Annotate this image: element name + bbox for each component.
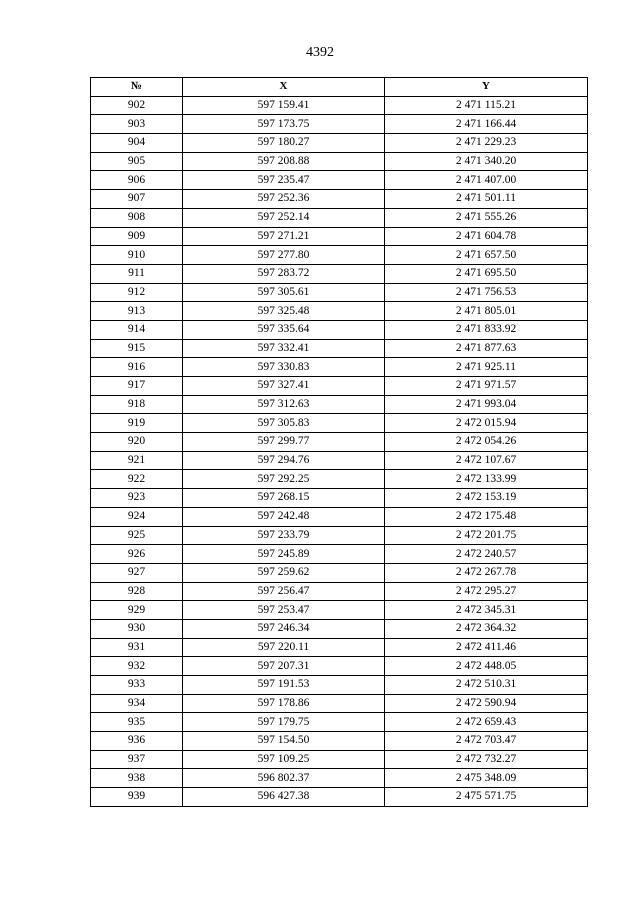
- cell-x: 597 332.41: [183, 339, 385, 358]
- cell-number: 912: [91, 283, 183, 302]
- cell-number: 926: [91, 545, 183, 564]
- cell-y: 2 471 115.21: [385, 96, 588, 115]
- cell-y: 2 475 571.75: [385, 788, 588, 807]
- cell-x: 597 271.21: [183, 227, 385, 246]
- table-row: [91, 358, 588, 377]
- table-row: [91, 208, 588, 227]
- table-row: [91, 451, 588, 470]
- table-row: [91, 750, 588, 769]
- table-row: [91, 339, 588, 358]
- cell-y: 2 472 267.78: [385, 563, 588, 582]
- cell-y: 2 471 555.26: [385, 208, 588, 227]
- cell-x: 597 245.89: [183, 545, 385, 564]
- cell-y: 2 471 925.11: [385, 358, 588, 377]
- table-row: [91, 470, 588, 489]
- cell-y: 2 472 054.26: [385, 433, 588, 452]
- cell-number: 916: [91, 358, 183, 377]
- cell-x: 597 159.41: [183, 96, 385, 115]
- cell-x: 597 330.83: [183, 358, 385, 377]
- cell-x: 596 427.38: [183, 788, 385, 807]
- table-row: [91, 246, 588, 265]
- cell-y: 2 472 590.94: [385, 694, 588, 713]
- cell-number: 925: [91, 526, 183, 545]
- cell-x: 597 179.75: [183, 713, 385, 732]
- header-y: Y: [385, 78, 588, 97]
- cell-x: 597 173.75: [183, 115, 385, 134]
- table-row: [91, 264, 588, 283]
- cell-y: 2 472 364.32: [385, 619, 588, 638]
- cell-x: 597 246.34: [183, 619, 385, 638]
- cell-number: 911: [91, 264, 183, 283]
- cell-number: 934: [91, 694, 183, 713]
- table-row: [91, 601, 588, 620]
- cell-y: 2 471 657.50: [385, 246, 588, 265]
- table-row: [91, 115, 588, 134]
- cell-x: 597 312.63: [183, 395, 385, 414]
- cell-x: 597 335.64: [183, 320, 385, 339]
- cell-number: 913: [91, 302, 183, 321]
- cell-y: 2 472 295.27: [385, 582, 588, 601]
- cell-y: 2 471 993.04: [385, 395, 588, 414]
- cell-y: 2 472 510.31: [385, 676, 588, 695]
- cell-y: 2 472 703.47: [385, 732, 588, 751]
- header-number: №: [91, 78, 183, 97]
- cell-number: 920: [91, 433, 183, 452]
- cell-y: 2 472 201.75: [385, 526, 588, 545]
- cell-number: 935: [91, 713, 183, 732]
- table-row: [91, 732, 588, 751]
- cell-y: 2 471 971.57: [385, 377, 588, 396]
- cell-y: 2 471 407.00: [385, 171, 588, 190]
- cell-number: 931: [91, 638, 183, 657]
- cell-x: 597 252.36: [183, 190, 385, 209]
- cell-x: 597 305.61: [183, 283, 385, 302]
- cell-x: 597 325.48: [183, 302, 385, 321]
- cell-number: 928: [91, 582, 183, 601]
- cell-y: 2 472 659.43: [385, 713, 588, 732]
- table-row: [91, 769, 588, 788]
- table-row: [91, 302, 588, 321]
- cell-y: 2 471 604.78: [385, 227, 588, 246]
- cell-y: 2 471 695.50: [385, 264, 588, 283]
- cell-x: 597 268.15: [183, 489, 385, 508]
- cell-number: 910: [91, 246, 183, 265]
- table-row: [91, 563, 588, 582]
- cell-number: 939: [91, 788, 183, 807]
- cell-number: 930: [91, 619, 183, 638]
- table-row: [91, 134, 588, 153]
- cell-x: 597 259.62: [183, 563, 385, 582]
- cell-number: 915: [91, 339, 183, 358]
- cell-x: 597 208.88: [183, 152, 385, 171]
- table-row: [91, 190, 588, 209]
- cell-y: 2 471 756.53: [385, 283, 588, 302]
- cell-number: 903: [91, 115, 183, 134]
- cell-number: 922: [91, 470, 183, 489]
- table-row: [91, 582, 588, 601]
- cell-y: 2 472 732.27: [385, 750, 588, 769]
- cell-x: 597 277.80: [183, 246, 385, 265]
- cell-y: 2 472 175.48: [385, 507, 588, 526]
- cell-number: 929: [91, 601, 183, 620]
- table-row: [91, 395, 588, 414]
- cell-x: 597 283.72: [183, 264, 385, 283]
- cell-y: 2 471 340.20: [385, 152, 588, 171]
- cell-y: 2 472 153.19: [385, 489, 588, 508]
- cell-x: 597 292.25: [183, 470, 385, 489]
- cell-x: 597 242.48: [183, 507, 385, 526]
- table-row: [91, 694, 588, 713]
- cell-y: 2 471 229.23: [385, 134, 588, 153]
- table-row: [91, 489, 588, 508]
- table-row: [91, 414, 588, 433]
- header-x: X: [183, 78, 385, 97]
- cell-x: 597 207.31: [183, 657, 385, 676]
- cell-number: 907: [91, 190, 183, 209]
- page-number: 4392: [306, 45, 334, 60]
- table-row: [91, 171, 588, 190]
- cell-number: 923: [91, 489, 183, 508]
- cell-y: 2 472 107.67: [385, 451, 588, 470]
- cell-y: 2 472 133.99: [385, 470, 588, 489]
- cell-x: 597 299.77: [183, 433, 385, 452]
- cell-x: 597 233.79: [183, 526, 385, 545]
- cell-y: 2 471 166.44: [385, 115, 588, 134]
- cell-number: 917: [91, 377, 183, 396]
- cell-number: 937: [91, 750, 183, 769]
- table-body: [91, 96, 588, 806]
- cell-number: 904: [91, 134, 183, 153]
- cell-number: 927: [91, 563, 183, 582]
- table-row: [91, 433, 588, 452]
- cell-x: 597 252.14: [183, 208, 385, 227]
- cell-x: 597 109.25: [183, 750, 385, 769]
- cell-x: 597 253.47: [183, 601, 385, 620]
- cell-number: 909: [91, 227, 183, 246]
- cell-x: 597 220.11: [183, 638, 385, 657]
- cell-number: 914: [91, 320, 183, 339]
- cell-x: 597 294.76: [183, 451, 385, 470]
- cell-x: 597 235.47: [183, 171, 385, 190]
- cell-number: 921: [91, 451, 183, 470]
- table-row: [91, 788, 588, 807]
- header-row: [91, 78, 588, 97]
- table-row: [91, 377, 588, 396]
- cell-y: 2 471 805.01: [385, 302, 588, 321]
- cell-y: 2 472 015.94: [385, 414, 588, 433]
- cell-y: 2 472 448.05: [385, 657, 588, 676]
- table-row: [91, 713, 588, 732]
- cell-number: 932: [91, 657, 183, 676]
- cell-x: 597 256.47: [183, 582, 385, 601]
- table-row: [91, 152, 588, 171]
- cell-number: 924: [91, 507, 183, 526]
- cell-y: 2 472 345.31: [385, 601, 588, 620]
- cell-number: 936: [91, 732, 183, 751]
- cell-x: 597 191.53: [183, 676, 385, 695]
- table-row: [91, 676, 588, 695]
- table-row: [91, 227, 588, 246]
- cell-number: 933: [91, 676, 183, 695]
- table-row: [91, 526, 588, 545]
- table-header: [91, 78, 588, 97]
- table-row: [91, 619, 588, 638]
- cell-x: 597 154.50: [183, 732, 385, 751]
- cell-number: 919: [91, 414, 183, 433]
- table-row: [91, 657, 588, 676]
- cell-y: 2 471 501.11: [385, 190, 588, 209]
- table-row: [91, 320, 588, 339]
- cell-y: 2 472 240.57: [385, 545, 588, 564]
- cell-number: 905: [91, 152, 183, 171]
- cell-number: 908: [91, 208, 183, 227]
- cell-y: 2 472 411.46: [385, 638, 588, 657]
- coordinates-table: [90, 77, 588, 807]
- table-row: [91, 507, 588, 526]
- cell-x: 597 305.83: [183, 414, 385, 433]
- cell-y: 2 471 877.63: [385, 339, 588, 358]
- table-row: [91, 638, 588, 657]
- cell-number: 906: [91, 171, 183, 190]
- cell-y: 2 475 348.09: [385, 769, 588, 788]
- cell-x: 597 178.86: [183, 694, 385, 713]
- cell-x: 596 802.37: [183, 769, 385, 788]
- cell-number: 918: [91, 395, 183, 414]
- table-row: [91, 545, 588, 564]
- cell-y: 2 471 833.92: [385, 320, 588, 339]
- cell-number: 902: [91, 96, 183, 115]
- cell-number: 938: [91, 769, 183, 788]
- cell-x: 597 180.27: [183, 134, 385, 153]
- cell-x: 597 327.41: [183, 377, 385, 396]
- table-row: [91, 96, 588, 115]
- table-row: [91, 283, 588, 302]
